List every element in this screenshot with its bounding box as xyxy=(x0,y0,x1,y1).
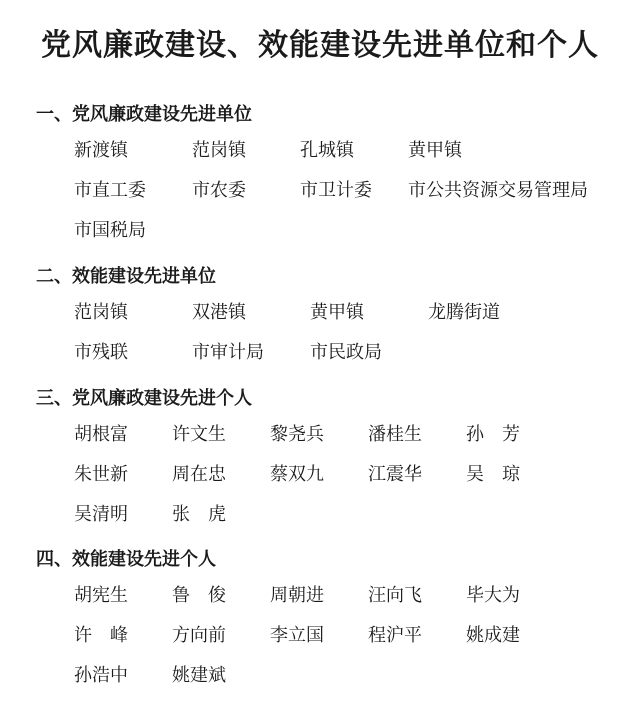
list-item: 方向前 xyxy=(172,625,226,646)
list-item: 范岗镇 xyxy=(192,140,246,161)
list-item: 毕大为 xyxy=(466,585,520,606)
list-item: 汪向飞 xyxy=(368,585,422,606)
list-item: 蔡双九 xyxy=(270,464,324,485)
list-item: 市残联 xyxy=(74,342,128,363)
list-item: 姚成建 xyxy=(466,625,520,646)
list-item: 新渡镇 xyxy=(74,140,128,161)
list-item: 市国税局 xyxy=(74,220,146,241)
list-item: 孙 芳 xyxy=(466,424,520,445)
list-item: 黄甲镇 xyxy=(408,140,462,161)
list-item: 李立国 xyxy=(270,625,324,646)
list-item: 双港镇 xyxy=(192,302,246,323)
list-item: 市农委 xyxy=(192,180,246,201)
list-item: 姚建斌 xyxy=(172,665,226,686)
list-item: 许 峰 xyxy=(74,625,128,646)
list-item: 市公共资源交易管理局 xyxy=(408,180,588,201)
list-item: 许文生 xyxy=(172,424,226,445)
list-item: 市民政局 xyxy=(310,342,382,363)
list-item: 朱世新 xyxy=(74,464,128,485)
list-item: 张 虎 xyxy=(172,504,226,525)
list-item: 孔城镇 xyxy=(300,140,354,161)
section-heading: 二、效能建设先进单位 xyxy=(36,266,216,287)
list-item: 胡宪生 xyxy=(74,585,128,606)
list-item: 黎尧兵 xyxy=(270,424,324,445)
section-heading: 一、党风廉政建设先进单位 xyxy=(36,104,252,125)
document-title: 党风廉政建设、效能建设先进单位和个人 xyxy=(41,28,599,63)
list-item: 周在忠 xyxy=(172,464,226,485)
list-item: 孙浩中 xyxy=(74,665,128,686)
list-item: 范岗镇 xyxy=(74,302,128,323)
list-item: 吴 琼 xyxy=(466,464,520,485)
list-item: 市审计局 xyxy=(192,342,264,363)
list-item: 周朝进 xyxy=(270,585,324,606)
list-item: 鲁 俊 xyxy=(172,585,226,606)
list-item: 市卫计委 xyxy=(300,180,372,201)
list-item: 程沪平 xyxy=(368,625,422,646)
list-item: 市直工委 xyxy=(74,180,146,201)
section-heading: 三、党风廉政建设先进个人 xyxy=(36,388,252,409)
list-item: 潘桂生 xyxy=(368,424,422,445)
section-heading: 四、效能建设先进个人 xyxy=(36,549,216,570)
list-item: 吴清明 xyxy=(74,504,128,525)
list-item: 江震华 xyxy=(368,464,422,485)
list-item: 龙腾街道 xyxy=(428,302,500,323)
list-item: 胡根富 xyxy=(74,424,128,445)
list-item: 黄甲镇 xyxy=(310,302,364,323)
